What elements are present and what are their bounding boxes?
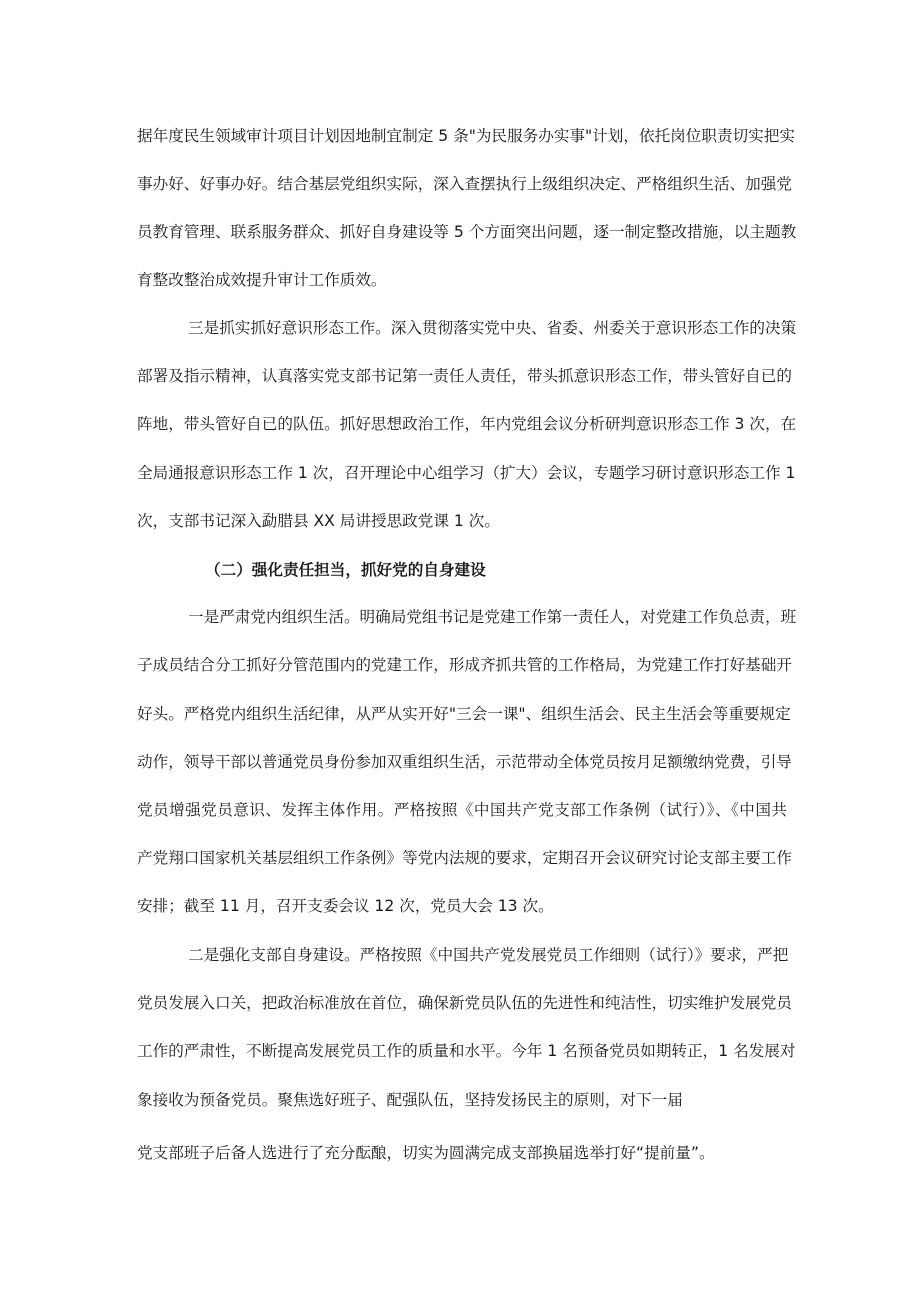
paragraph-4-line-1: 二是强化支部自身建设。严格按照《中国共产党发展党员工作细则（试行）》要求，严把 xyxy=(188,946,789,964)
paragraph-1-line-2: 事办好、好事办好。结合基层党组织实际，深入查摆执行上级组织决定、严格组织生活、加强党 xyxy=(137,175,792,193)
paragraph-2-line-5: 次，支部书记深入勐腊县 XX 局讲授思政党课 1 次。 xyxy=(137,512,500,530)
paragraph-2-line-2: 部署及指示精神，认真落实党支部书记第一责任人责任，带头抓意识形态工作，带头管好自已的 xyxy=(137,367,792,385)
paragraph-3-line-5: 党员增强党员意识、发挥主体作用。严格按照《中国共产党支部工作条例（试行）》、《中国共 xyxy=(137,801,787,819)
paragraph-3-line-4: 动作，领导干部以普通党员身份参加双重组织生活，示范带动全体党员按月足额缴纳党费，引导 xyxy=(137,753,792,771)
paragraph-3-line-6: 产党翔口国家机关基层组织工作条例》等党内法规的要求，定期召开会议研究讨论支部主要工作 xyxy=(137,849,792,867)
paragraph-3-line-1: 一是严肃党内组织生活。明确局党组书记是党建工作第一责任人，对党建工作负总责，班 xyxy=(188,608,797,626)
paragraph-4-line-5: 党支部班子后备人选进行了充分酝酿，切实为圆满完成支部换届选举打好“提前量”。 xyxy=(137,1144,715,1162)
section-heading: （二）强化责任担当，抓好党的自身建设 xyxy=(205,561,486,579)
paragraph-1-line-4: 育整改整治成效提升审计工作质效。 xyxy=(137,271,387,289)
paragraph-1-line-1: 据年度民生领域审计项目计划因地制宜制定 5 条"为民服务办实事"计划，依托岗位职责切实把实 xyxy=(137,127,795,145)
paragraph-2-line-1: 三是抓实抓好意识形态工作。深入贯彻落实党中央、省委、州委关于意识形态工作的决策 xyxy=(188,319,797,337)
paragraph-4-line-3: 工作的严肃性，不断提高发展党员工作的质量和水平。今年 1 名预备党员如期转正，1 名发展对 xyxy=(137,1042,796,1060)
paragraph-3-line-2: 子成员结合分工抓好分管范围内的党建工作，形成齐抓共管的工作格局，为党建工作打好基础开 xyxy=(137,656,792,674)
paragraph-2-line-4: 全局通报意识形态工作 1 次，召开理论中心组学习（扩大）会议，专题学习研讨意识形态工作 1 xyxy=(137,464,796,482)
paragraph-3-line-3: 好头。严格党内组织生活纪律，从严从实开好"三会一课"、组织生活会、民主生活会等重要规定 xyxy=(137,705,791,723)
paragraph-4-line-4: 象接收为预备党员。聚焦选好班子、配强队伍，坚持发扬民主的原则，对下一届 xyxy=(137,1091,683,1109)
paragraph-4-line-2: 党员发展入口关，把政治标准放在首位，确保新党员队伍的先进性和纯洁性，切实维护发展党员 xyxy=(137,994,792,1012)
paragraph-3-line-7: 安排；截至 11 月，召开支委会议 12 次，党员大会 13 次。 xyxy=(137,897,554,915)
paragraph-2-line-3: 阵地，带头管好自已的队伍。抓好思想政治工作，年内党组会议分析研判意识形态工作 3 次，在 xyxy=(137,415,797,433)
paragraph-1-line-3: 员教育管理、联系服务群众、抓好自身建设等 5 个方面突出问题，逐一制定整改措施，以主题教 xyxy=(137,223,797,241)
